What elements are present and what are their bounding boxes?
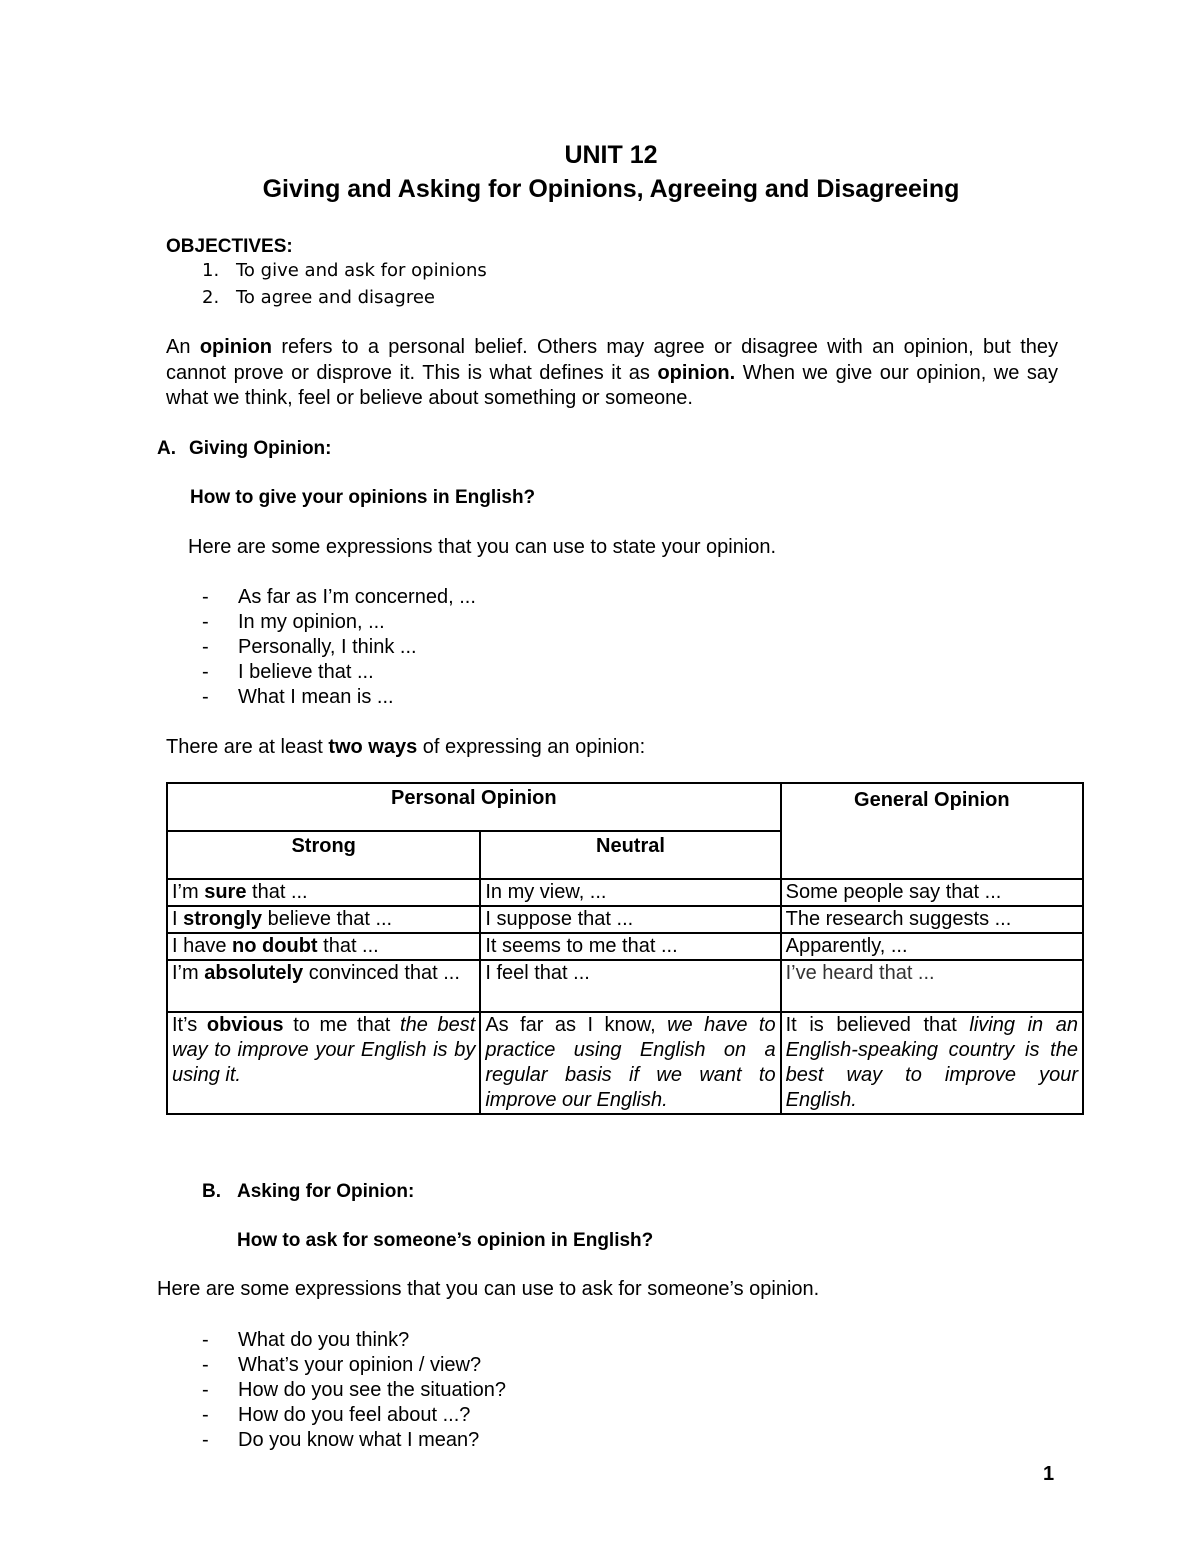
table-row (167, 1012, 1083, 1114)
objectives-heading: OBJECTIVES: (166, 236, 293, 257)
opinion-table (166, 782, 1084, 1115)
header-strong: Strong (167, 831, 480, 879)
list-item: - What do you think? (202, 1329, 410, 1351)
table-row (167, 879, 1083, 906)
ways-sentence: There are at least two ways of expressing an opinion: (166, 736, 646, 758)
cell-strong: I have no doubt that ... (167, 933, 480, 960)
cell-strong-example: It’s obvious to me that the best way to improve your English is by using it. (167, 1012, 480, 1114)
list-item: - As far as I’m concerned, ... (202, 586, 476, 608)
list-item: - In my opinion, ... (202, 611, 385, 633)
list-item: - Do you know what I mean? (202, 1429, 480, 1451)
unit-title: UNIT 12 (564, 141, 658, 169)
page-title: Giving and Asking for Opinions, Agreeing and Disagreeing (262, 175, 960, 203)
intro-paragraph: An opinion refers to a personal belief. Others may agree or disagree with an opinion, but they cannot prove or disprove it. This is what defines it as opinion. When we give our opinion, we say what we think, feel or believe about something or someone. (166, 336, 1059, 409)
table-row (167, 933, 1083, 960)
cell-general: Some people say that ... (781, 879, 1083, 906)
objectives-list (202, 257, 487, 311)
cell-neutral: I feel that ... (480, 960, 780, 1012)
list-item: - Personally, I think ... (202, 636, 417, 658)
section-b-question: How to ask for someone’s opinion in English? (237, 1230, 654, 1251)
section-a-lead: Here are some expressions that you can use to state your opinion. (188, 536, 777, 558)
cell-neutral: I suppose that ... (480, 906, 780, 933)
cell-general: Apparently, ... (781, 933, 1083, 960)
cell-neutral-example: As far as I know, we have to practice using English on a regular basis if we want to improve our English. (480, 1012, 780, 1114)
page-number: 1 (1043, 1463, 1055, 1485)
header-general-opinion: General Opinion (781, 783, 1083, 879)
cell-strong: I’m absolutely convinced that ... (167, 960, 480, 1012)
section-a-heading: A. Giving Opinion: (157, 438, 332, 459)
giving-opinion-list (202, 585, 476, 710)
cell-neutral: In my view, ... (480, 879, 780, 906)
table-row (167, 906, 1083, 933)
table-row (167, 960, 1083, 1012)
section-a-question: How to give your opinions in English? (190, 487, 536, 508)
list-item: - What I mean is ... (202, 686, 394, 708)
objective-item: 2. To agree and disagree (202, 287, 436, 308)
cell-neutral: It seems to me that ... (480, 933, 780, 960)
cell-strong: I strongly believe that ... (167, 906, 480, 933)
list-item: - I believe that ... (202, 661, 374, 683)
header-personal-opinion: Personal Opinion (167, 783, 781, 831)
cell-strong: I’m sure that ... (167, 879, 480, 906)
objective-item: 1. To give and ask for opinions (202, 260, 487, 281)
header-neutral: Neutral (480, 831, 780, 879)
cell-general-example: It is believed that living in an English-speaking country is the best way to improve your English. (781, 1012, 1083, 1114)
list-item: - What’s your opinion / view? (202, 1354, 482, 1376)
list-item: - How do you feel about ...? (202, 1404, 471, 1426)
section-b-heading: B. Asking for Opinion: (202, 1181, 415, 1202)
asking-opinion-list (202, 1328, 506, 1453)
cell-general: The research suggests ... (781, 906, 1083, 933)
section-b-lead: Here are some expressions that you can use to ask for someone’s opinion. (157, 1278, 820, 1300)
cell-general: I’ve heard that ... (781, 960, 1083, 1012)
list-item: - How do you see the situation? (202, 1379, 506, 1401)
